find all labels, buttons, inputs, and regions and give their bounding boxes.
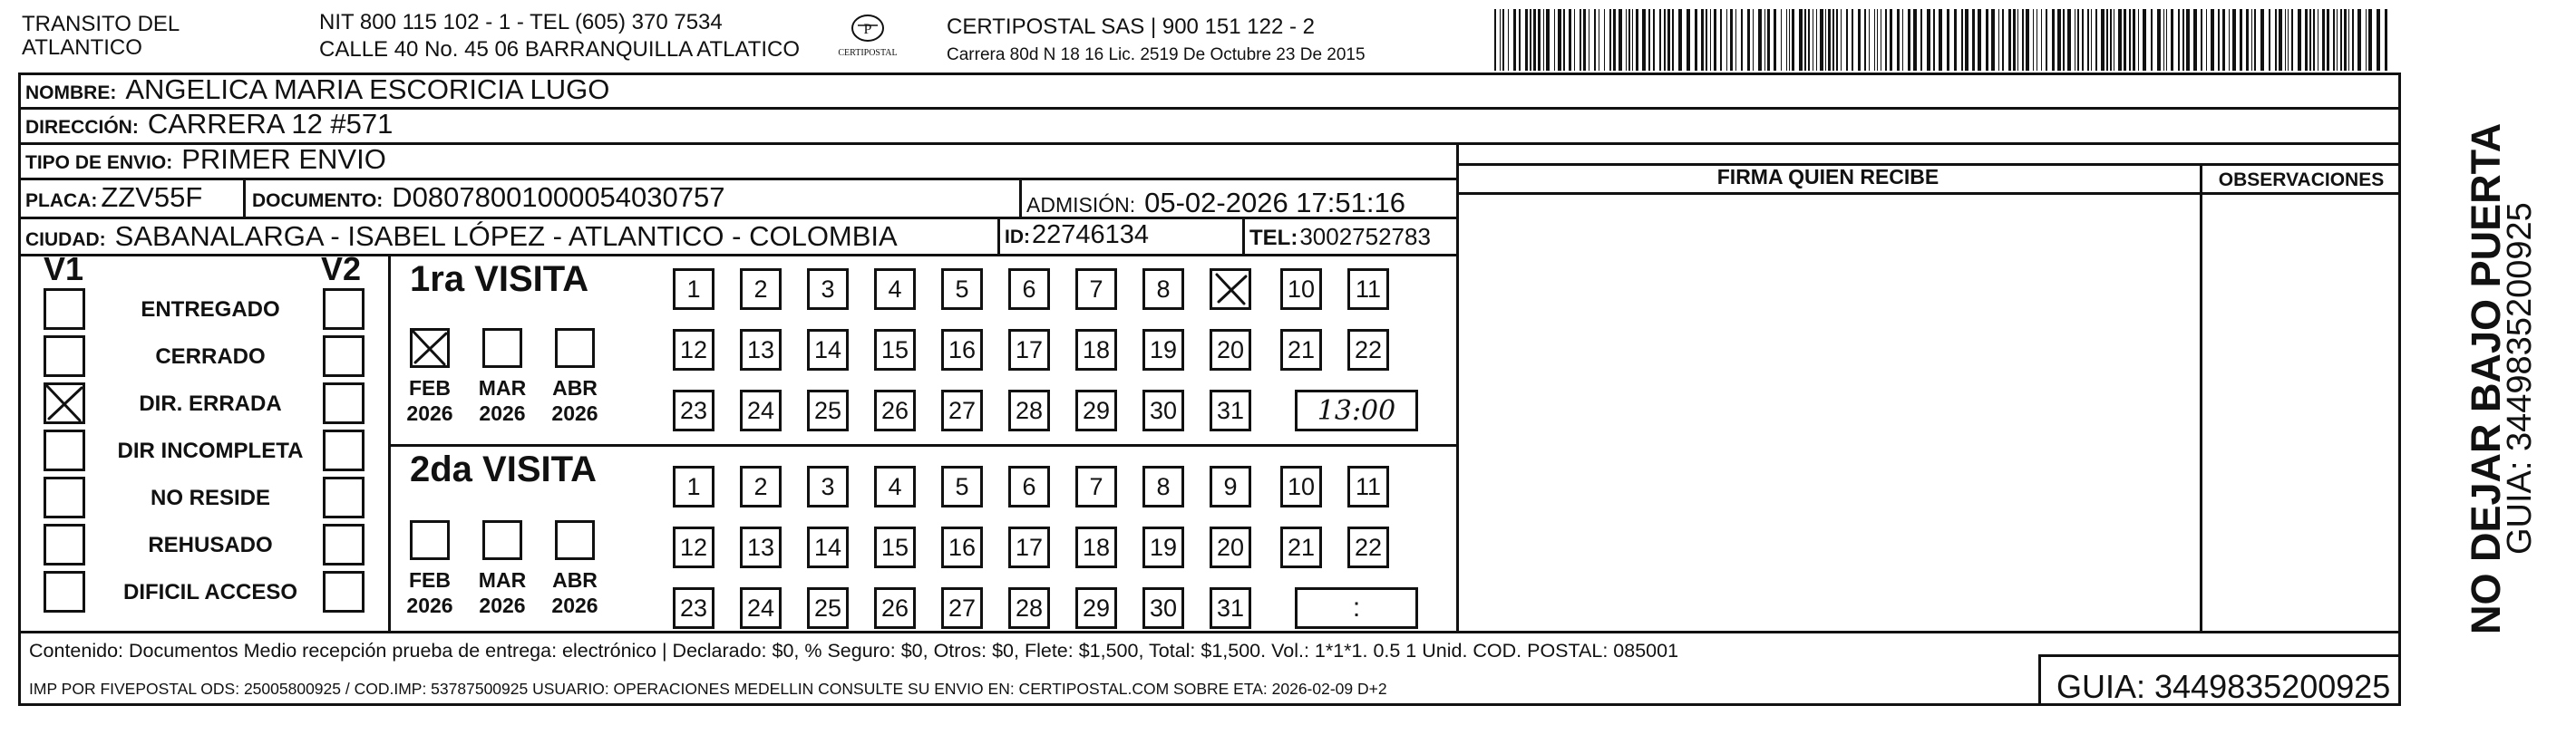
visit2-day-28[interactable]: 28: [1008, 587, 1050, 629]
visit1-day-24[interactable]: 24: [740, 390, 782, 431]
visit1-month-feb-year: 2026: [406, 401, 453, 425]
documento-value: D08078001000054030757: [392, 181, 725, 213]
visit1-month-feb-checkbox[interactable]: [410, 328, 450, 368]
visit2-day-9[interactable]: 9: [1210, 466, 1251, 508]
visit2-day-7[interactable]: 7: [1075, 466, 1117, 508]
visit2-month-feb-checkbox[interactable]: [410, 520, 450, 560]
visit2-day-20[interactable]: 20: [1210, 527, 1251, 568]
v2-checkbox-no-reside[interactable]: [323, 477, 365, 518]
visit1-day-6[interactable]: 6: [1008, 268, 1050, 310]
visit1-day-22[interactable]: 22: [1347, 329, 1389, 371]
visit2-day-30[interactable]: 30: [1142, 587, 1184, 629]
admision-value: 05-02-2026 17:51:16: [1144, 187, 1405, 218]
side-warning-text: NO DEJAR BAJO PUERTA: [2463, 122, 2509, 634]
id-row: [1005, 220, 1149, 250]
visit1-day-29[interactable]: 29: [1075, 390, 1117, 431]
visit2-month-abr-year: 2026: [551, 594, 598, 617]
placa-row: [25, 181, 202, 214]
v2-checkbox-entregado[interactable]: [323, 288, 365, 330]
org-contact: [319, 11, 800, 62]
id-value: 22746134: [1032, 220, 1150, 249]
svg-text:P: P: [863, 22, 872, 37]
visit2-day-14[interactable]: 14: [807, 527, 849, 568]
visit2-month-mar-year: 2026: [479, 594, 526, 617]
direccion-value: CARRERA 12 #571: [147, 108, 394, 140]
visit1-month-mar-checkbox[interactable]: [482, 328, 522, 368]
v1-checkbox-dir-errada[interactable]: [44, 382, 85, 424]
ciudad-row: [25, 220, 898, 253]
status-label-no-reside: NO RESIDE: [150, 486, 271, 510]
visit2-day-15[interactable]: 15: [874, 527, 916, 568]
visit2-day-10[interactable]: 10: [1280, 466, 1322, 508]
tel-row: [1249, 223, 1431, 251]
logo-text: CERTIPOSTAL: [838, 48, 898, 58]
direccion-row: [25, 108, 393, 140]
nit-text: NIT 800 115 102 - 1 - TEL (605) 370 7534: [319, 10, 723, 34]
visit1-day-7[interactable]: 7: [1075, 268, 1117, 310]
visit2-day-12[interactable]: 12: [673, 527, 714, 568]
visit2-day-5[interactable]: 5: [941, 466, 983, 508]
certipostal-logo: [827, 13, 909, 63]
courier-name: CERTIPOSTAL SAS | 900 151 122 - 2: [947, 14, 1315, 39]
visit1-day-31[interactable]: 31: [1210, 390, 1251, 431]
visit1-day-17[interactable]: 17: [1008, 329, 1050, 371]
visit1-day-20[interactable]: 20: [1210, 329, 1251, 371]
org-name-line1: TRANSITO DEL: [22, 12, 180, 36]
visit2-month-feb-label: FEB: [409, 568, 451, 592]
visit1-day-9[interactable]: [1210, 268, 1251, 310]
v2-checkbox-cerrado[interactable]: [323, 335, 365, 377]
contenido-text: Contenido: Documentos Medio recepción prueba de entrega: electrónico | Declarado: $0, % Seguro: $0, Otros: $0, Flete: $1,500, Total: $1,500. Vol.: 1*1*1. 0.5 1 Unid. COD. POSTAL: 085001: [29, 640, 1679, 662]
visit2-day-21[interactable]: 21: [1280, 527, 1322, 568]
visit2-day-8[interactable]: 8: [1142, 466, 1184, 508]
visit1-day-4[interactable]: 4: [874, 268, 916, 310]
v1-checkbox-no-reside[interactable]: [44, 477, 85, 518]
visit1-day-23[interactable]: 23: [673, 390, 714, 431]
visit1-month-abr-year: 2026: [551, 401, 598, 425]
v2-checkbox-dir-errada[interactable]: [323, 382, 365, 424]
visit1-day-2[interactable]: 2: [740, 268, 782, 310]
visit1-time[interactable]: 13:00: [1295, 390, 1418, 431]
visit1-day-11[interactable]: 11: [1347, 268, 1389, 310]
visit2-day-1[interactable]: 1: [673, 466, 714, 508]
v1-checkbox-entregado[interactable]: [44, 288, 85, 330]
ciudad-value: SABANALARGA - ISABEL LÓPEZ - ATLANTICO - COLOMBIA: [114, 220, 898, 252]
status-label-rehusado: REHUSADO: [148, 533, 273, 557]
nombre-value: ANGELICA MARIA ESCORICIA LUGO: [125, 73, 610, 105]
tel-label: TEL:: [1249, 226, 1298, 250]
visit1-day-26[interactable]: 26: [874, 390, 916, 431]
courier-license: Carrera 80d N 18 16 Lic. 2519 De Octubre 23 De 2015: [947, 45, 1366, 64]
observaciones-header: OBSERVACIONES: [2218, 169, 2385, 190]
admision-row: [1026, 187, 1405, 219]
visit1-month-mar-year: 2026: [479, 401, 526, 425]
placa-label: PLACA:: [25, 190, 98, 211]
visit1-day-13[interactable]: 13: [740, 329, 782, 371]
imp-text: IMP POR FIVEPOSTAL ODS: 25005800925 / COD.IMP: 53787500925 USUARIO: OPERACIONES MEDELLIN CONSULTE SU ENVIO EN: CERTIPOSTAL.COM SOBRE ETA: 2026-02-09 D+2: [29, 680, 1387, 698]
barcode: [1494, 9, 2401, 72]
status-label-cerrado: CERRADO: [155, 344, 266, 369]
visit2-day-31[interactable]: 31: [1210, 587, 1251, 629]
org-name-line2: ATLANTICO: [22, 35, 142, 60]
nombre-row: [25, 73, 609, 106]
admision-label: ADMISIÓN:: [1026, 193, 1136, 217]
v1-label: V1: [44, 250, 84, 287]
address-text: CALLE 40 No. 45 06 BARRANQUILLA ATLATICO: [319, 37, 801, 62]
visit2-day-11[interactable]: 11: [1347, 466, 1389, 508]
visit1-day-12[interactable]: 12: [673, 329, 714, 371]
visit2-day-13[interactable]: 13: [740, 527, 782, 568]
side-warning: [2399, 0, 2539, 754]
visit2-day-3[interactable]: 3: [807, 466, 849, 508]
visit1-day-5[interactable]: 5: [941, 268, 983, 310]
v2-checkbox-rehusado[interactable]: [323, 524, 365, 566]
nombre-label: NOMBRE:: [25, 82, 117, 103]
visit1-day-15[interactable]: 15: [874, 329, 916, 371]
visit2-day-18[interactable]: 18: [1075, 527, 1117, 568]
v1-checkbox-dir-incompleta[interactable]: [44, 430, 85, 471]
visit2-day-17[interactable]: 17: [1008, 527, 1050, 568]
v2-checkbox-dificil-acceso[interactable]: [323, 571, 365, 613]
visit2-month-abr-checkbox[interactable]: [555, 520, 595, 560]
footer-guia: GUIA: 3449835200925: [2056, 668, 2391, 705]
visit2-day-4[interactable]: 4: [874, 466, 916, 508]
visit1-month-mar-label: MAR: [478, 376, 527, 400]
tipo-row: [25, 143, 386, 176]
visit1-day-10[interactable]: 10: [1280, 268, 1322, 310]
visit1-day-16[interactable]: 16: [941, 329, 983, 371]
visit1-month-abr-label: ABR: [552, 376, 598, 400]
v2-label: V2: [321, 250, 362, 287]
firma-header: FIRMA QUIEN RECIBE: [1716, 165, 1939, 188]
v2-checkbox-dir-incompleta[interactable]: [323, 430, 365, 471]
side-guia-text: GUIA: 3449835200925: [2501, 202, 2539, 555]
v1-checkbox-dificil-acceso[interactable]: [44, 571, 85, 613]
visit2-day-26[interactable]: 26: [874, 587, 916, 629]
visit1-day-28[interactable]: 28: [1008, 390, 1050, 431]
visit1-day-14[interactable]: 14: [807, 329, 849, 371]
visit2-month-feb-year: 2026: [406, 594, 453, 617]
status-label-entregado: ENTREGADO: [141, 297, 280, 322]
visit2-day-27[interactable]: 27: [941, 587, 983, 629]
visit2-month-mar-checkbox[interactable]: [482, 520, 522, 560]
visit2-day-24[interactable]: 24: [740, 587, 782, 629]
status-label-dificil-acceso: DIFICIL ACCESO: [122, 580, 297, 604]
tel-value: 3002752783: [1299, 223, 1431, 250]
ciudad-label: CIUDAD:: [25, 229, 106, 250]
visit2-day-29[interactable]: 29: [1075, 587, 1117, 629]
visit2-month-abr-label: ABR: [552, 568, 598, 592]
visit1-day-25[interactable]: 25: [807, 390, 849, 431]
visit2-day-2[interactable]: 2: [740, 466, 782, 508]
placa-value: ZZV55F: [101, 181, 203, 213]
status-label-dir-incompleta: DIR INCOMPLETA: [117, 439, 304, 463]
tipo-label: TIPO DE ENVIO:: [25, 152, 173, 173]
v1-checkbox-rehusado[interactable]: [44, 524, 85, 566]
visit1-month-abr-checkbox[interactable]: [555, 328, 595, 368]
visit1-day-8[interactable]: 8: [1142, 268, 1184, 310]
documento-label: DOCUMENTO:: [252, 190, 384, 211]
visit1-month-feb-label: FEB: [409, 376, 451, 400]
logo-icon: [850, 13, 886, 44]
visit2-day-6[interactable]: 6: [1008, 466, 1050, 508]
visit1-day-21[interactable]: 21: [1280, 329, 1322, 371]
visit1-day-19[interactable]: 19: [1142, 329, 1184, 371]
org-name: [22, 13, 180, 60]
visit2-title: 2da VISITA: [410, 450, 597, 489]
visit2-time[interactable]: :: [1295, 587, 1418, 629]
id-label: ID:: [1005, 227, 1030, 247]
visit2-day-16[interactable]: 16: [941, 527, 983, 568]
tipo-value: PRIMER ENVIO: [181, 143, 386, 175]
visit1-day-3[interactable]: 3: [807, 268, 849, 310]
visit1-day-27[interactable]: 27: [941, 390, 983, 431]
visit2-day-19[interactable]: 19: [1142, 527, 1184, 568]
status-label-dir-errada: DIR. ERRADA: [139, 392, 282, 416]
v1-checkbox-cerrado[interactable]: [44, 335, 85, 377]
visit1-day-18[interactable]: 18: [1075, 329, 1117, 371]
visit2-day-22[interactable]: 22: [1347, 527, 1389, 568]
visit1-title: 1ra VISITA: [410, 259, 589, 299]
courier-info: [947, 14, 1366, 65]
visit1-day-30[interactable]: 30: [1142, 390, 1184, 431]
visit1-day-1[interactable]: 1: [673, 268, 714, 310]
visit2-day-25[interactable]: 25: [807, 587, 849, 629]
visit2-day-23[interactable]: 23: [673, 587, 714, 629]
visit2-month-mar-label: MAR: [478, 568, 527, 592]
direccion-label: DIRECCIÓN:: [25, 117, 139, 138]
documento-row: [252, 181, 724, 214]
